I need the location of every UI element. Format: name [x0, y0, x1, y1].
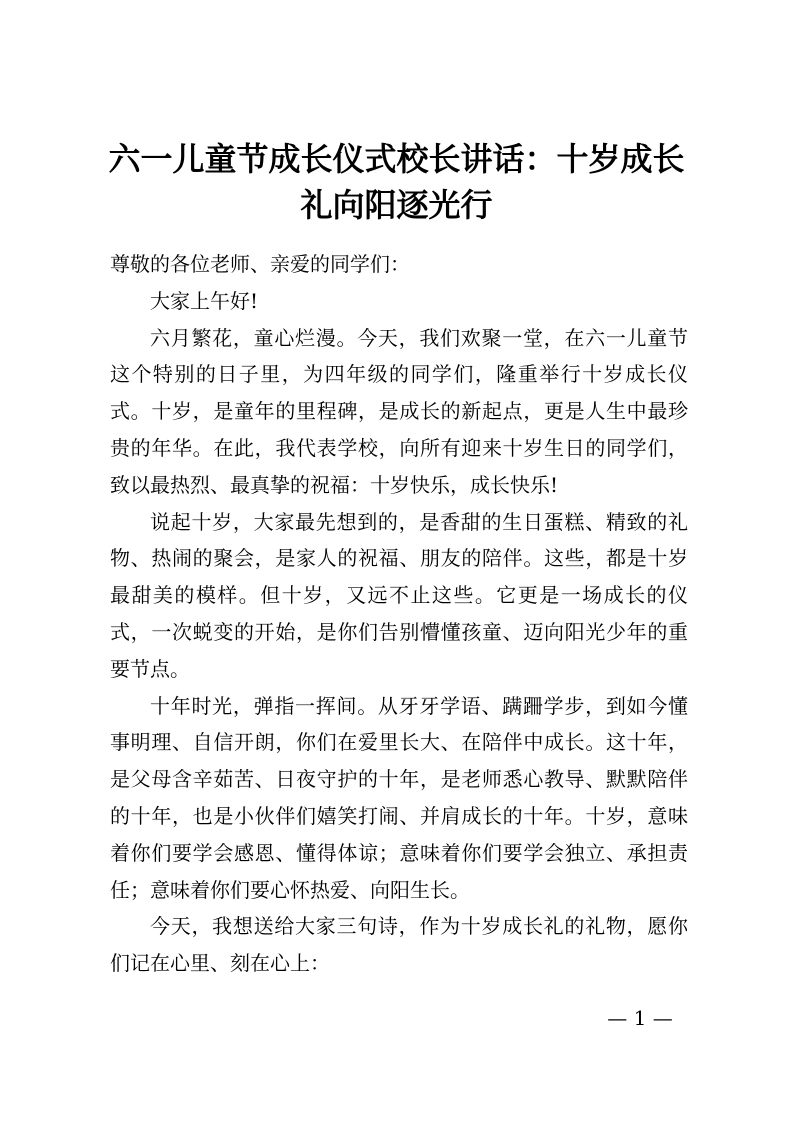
salutation: 尊敬的各位老师、亲爱的同学们： — [110, 252, 410, 276]
paragraph: 六月繁花，童心烂漫。今天，我们欢聚一堂，在六一儿童节这个特别的日子里，为四年级的同学们，隆重举行十岁成长仪式。十岁，是童年的里程碑，是成长的新起点，更是人生中最珍贵的年华。在此，我代表学校，向所有迎来十岁生日的同学们，致以最热烈、最真挚的祝福：十岁快乐，成长快乐! — [110, 325, 688, 497]
paragraph: 十年时光，弹指一挥间。从牙牙学语、蹒跚学步，到如今懂事明理、自信开朗，你们在爱里长大、在陪伴中成长。这十年，是父母含辛茹苦、日夜守护的十年，是老师悉心教导、默默陪伴的十年，也是小伙伴们嬉笑打闹、并肩成长的十年。十岁，意味着你们要学会感恩、懂得体谅；意味着你们要学会独立、承担责任；意味着你们要心怀热爱、向阳生长。 — [110, 693, 688, 902]
paragraph-greeting: 大家上午好! — [150, 288, 259, 313]
paragraph: 说起十岁，大家最先想到的，是香甜的生日蛋糕、精致的礼物、热闹的聚会，是家人的祝福、朋友的陪伴。这些，都是十岁最甜美的模样。但十岁，又远不止这些。它更是一场成长的仪式，一次蜕变的开始，是你们告别懵懂孩童、迈向阳光少年的重要节点。 — [110, 509, 688, 681]
document-body — [110, 246, 688, 982]
title-line-2: 礼向阳逐光行 — [300, 186, 493, 224]
document-title — [100, 136, 693, 228]
title-line-1: 六一儿童节成长仪式校长讲话：十岁成长 — [108, 140, 685, 178]
paragraph: 今天，我想送给大家三句诗，作为十岁成长礼的礼物，愿你们记在心里、刻在心上： — [110, 914, 688, 976]
page-number: — 1 — — [607, 1006, 673, 1030]
